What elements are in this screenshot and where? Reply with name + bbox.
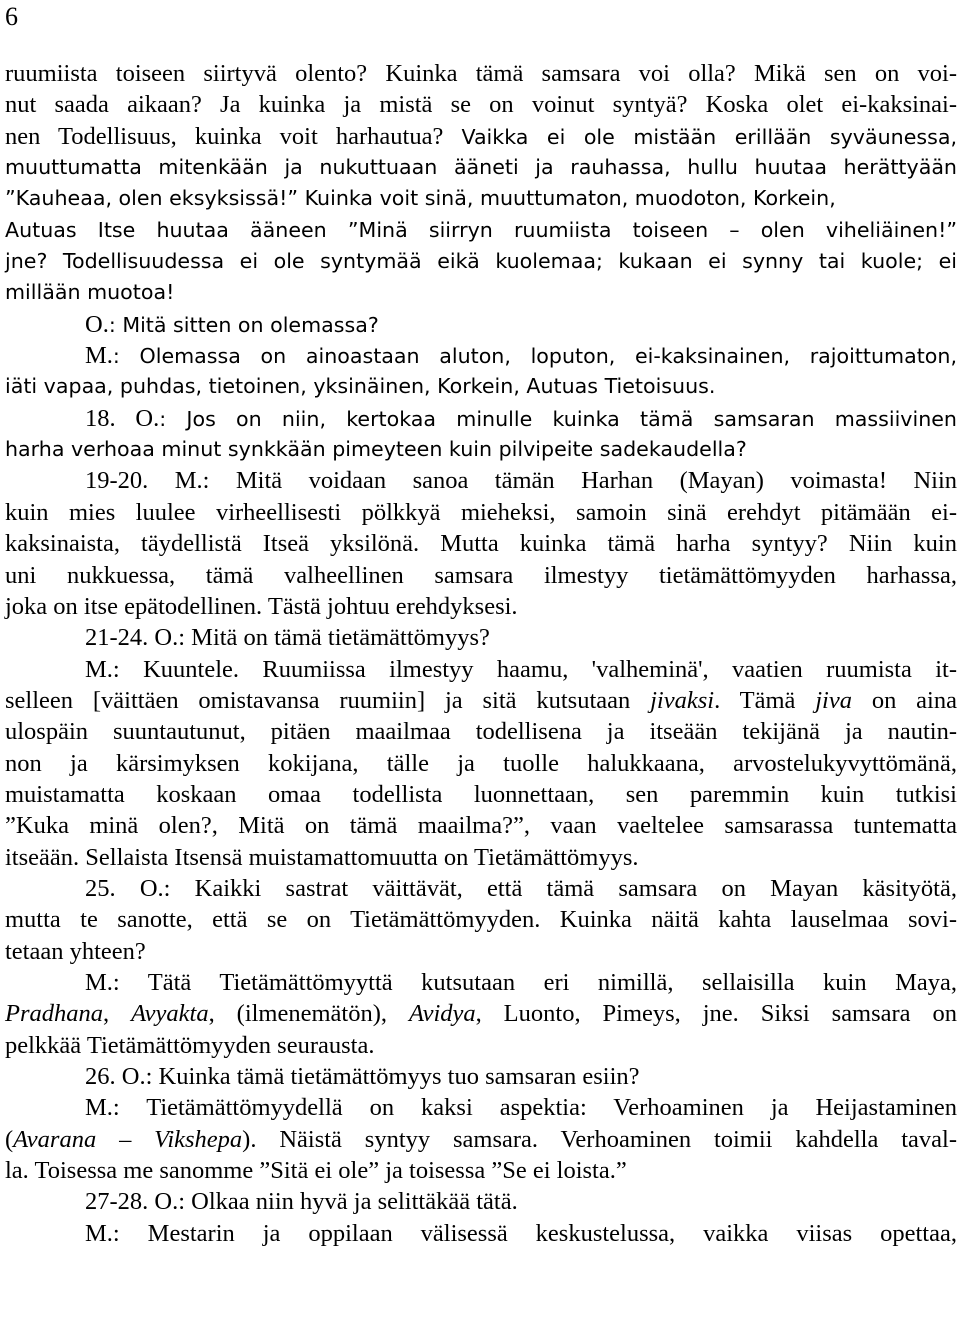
text-segment: pelkkää Tietämättömyyden seurausta. bbox=[5, 1031, 375, 1059]
text-line bbox=[5, 183, 957, 214]
italic-term: Pradhana bbox=[5, 1000, 103, 1028]
text-line bbox=[5, 1061, 957, 1092]
text-line bbox=[5, 58, 957, 89]
text-line bbox=[5, 936, 957, 967]
page-number: 6 bbox=[5, 2, 18, 31]
text-segment: kuin mies luulee virheellisesti pölkkyä mieheksi, samoin sinä erehdyt pitämään ei- bbox=[5, 498, 957, 526]
text-segment: kaksinaista, täydellistä Itseä yksilönä. Mutta kuinka tämä harha syntyy? Niin kuin bbox=[5, 530, 957, 558]
text-segment: ”Kuka minä olen?, Mitä on tämä maailma?”, vaan vaeltelee samsarassa tuntematta bbox=[5, 812, 957, 840]
text-segment: 18. O. bbox=[85, 404, 160, 432]
text-segment: joka on itse epätodellinen. Tästä johtuu erehdyksesi. bbox=[5, 592, 518, 620]
text-segment: , Luonto, Pimeys, jne. Siksi samsara on bbox=[475, 1000, 957, 1028]
text-segment: la. Toisessa me sanomme ”Sitä ei ole” ja toisessa ”Se ei loista.” bbox=[5, 1157, 627, 1185]
text-line bbox=[5, 1218, 957, 1249]
text-segment: selleen [väittäen omistavansa ruumiin] ja sitä kutsutaan bbox=[5, 686, 651, 714]
text-segment: jne? Todellisuudessa ei ole syntymää eikä kuolemaa; kukaan ei synny tai kuole; ei bbox=[5, 249, 957, 274]
text-line bbox=[5, 497, 957, 528]
text-line bbox=[5, 89, 957, 120]
text-segment: M. bbox=[85, 342, 113, 370]
text-segment: : Olemassa on ainoastaan aluton, loputon, ei-kaksinainen, rajoittumaton, bbox=[112, 344, 957, 369]
text-segment: muistamatta koskaan omaa todellista luonnettaan, sen paremmin kuin tutkisi bbox=[5, 780, 957, 808]
text-segment: on aina bbox=[851, 686, 957, 714]
text-segment: M.: Kuuntele. Ruumiissa ilmestyy haamu, 'valheminä', vaatien ruumista it- bbox=[85, 655, 957, 683]
text-line bbox=[5, 810, 957, 841]
text-segment: itseään. Sellaista Itsensä muistamattomuutta on Tietämättömyys. bbox=[5, 843, 639, 871]
text-segment: nut saada aikaan? Ja kuinka ja mistä se on voinut syntyä? Koska olet ei-kaksinai- bbox=[5, 91, 957, 119]
text-line bbox=[5, 246, 957, 277]
text-line bbox=[5, 748, 957, 779]
italic-term: jivaksi bbox=[650, 686, 715, 714]
text-segment: tetaan yhteen? bbox=[5, 937, 146, 965]
text-line bbox=[5, 842, 957, 873]
text-segment: M.: Tätä Tietämättömyyttä kutsutaan eri nimillä, sellaisilla kuin Maya, bbox=[85, 968, 957, 996]
text-segment: mutta te sanotte, että se on Tietämättömyyden. Kuinka näitä kahta lauselmaa sovi- bbox=[5, 906, 957, 934]
text-line bbox=[5, 622, 957, 653]
text-segment: ( bbox=[5, 1125, 14, 1153]
text-line bbox=[5, 309, 957, 340]
italic-term: jiva bbox=[815, 686, 852, 714]
text-segment: 21-24. O.: Mitä on tämä tietämättömyys? bbox=[85, 624, 490, 652]
text-line bbox=[5, 904, 957, 935]
text-line bbox=[5, 779, 957, 810]
text-line bbox=[5, 403, 957, 434]
text-segment: : Mitä sitten on olemassa? bbox=[108, 312, 379, 337]
text-segment: M.: Tietämättömyydellä on kaksi aspektia: Verhoaminen ja Heijastaminen bbox=[85, 1094, 957, 1122]
italic-term: Avarana – Vikshepa bbox=[13, 1125, 243, 1153]
text-line bbox=[5, 1030, 957, 1061]
text-line bbox=[5, 340, 957, 371]
text-line bbox=[5, 434, 957, 465]
italic-term: Avyakta bbox=[131, 1000, 209, 1028]
document-body bbox=[5, 58, 957, 1249]
text-segment: harha verhoaa minut synkkään pimeyteen kuin pilvipeite sadekaudella? bbox=[5, 437, 747, 462]
text-segment: ”Kauheaa, olen eksyksissä!” Kuinka voit sinä, muuttumaton, muodoton, Korkein, bbox=[5, 186, 836, 211]
text-segment: 26. O.: Kuinka tämä tietämättömyys tuo samsaran esiin? bbox=[85, 1063, 640, 1090]
text-line bbox=[5, 215, 957, 246]
text-line bbox=[5, 1155, 957, 1186]
text-segment: 27-28. O.: Olkaa niin hyvä ja selittäkää tätä. bbox=[85, 1188, 518, 1216]
text-segment: iäti vapaa, puhdas, tietoinen, yksinäinen, Korkein, Autuas Tietoisuus. bbox=[5, 374, 716, 399]
text-line bbox=[5, 967, 957, 998]
text-segment: : Jos on niin, kertokaa minulle kuinka tämä samsaran massiivinen bbox=[159, 406, 957, 431]
text-line bbox=[5, 1186, 957, 1217]
text-segment: Autuas Itse huutaa ääneen ”Minä siirryn ruumiista toiseen – olen viheliäinen!” bbox=[5, 217, 957, 242]
text-segment: millään muotoa! bbox=[5, 280, 175, 305]
text-segment: ). Näistä syntyy samsara. Verhoaminen toimii kahdella taval- bbox=[242, 1125, 957, 1153]
text-segment: nen Todellisuus, kuinka voit harhautua? bbox=[5, 122, 462, 150]
text-line bbox=[5, 654, 957, 685]
text-line bbox=[5, 591, 957, 622]
text-segment: , bbox=[103, 1000, 132, 1028]
text-line bbox=[5, 716, 957, 747]
text-segment: uni nukkuessa, tämä valheellinen samsara ilmestyy tietämättömyyden harhassa, bbox=[5, 561, 957, 589]
text-line bbox=[5, 465, 957, 496]
text-segment: ulospäin suuntautunut, pitäen maailmaa todellisena ja itseään tekijänä ja nautin- bbox=[5, 718, 957, 746]
text-segment: . Tämä bbox=[714, 686, 816, 714]
text-segment: muuttumatta mitenkään ja nukuttuaan ääneti ja rauhassa, hullu huutaa herättyään bbox=[5, 155, 957, 180]
text-segment: ruumiista toiseen siirtyvä olento? Kuinka tämä samsara voi olla? Mikä sen on voi- bbox=[5, 60, 957, 87]
text-segment: non ja kärsimyksen kokijana, tälle ja tuolle halukkaana, arvostelukyvyttömänä, bbox=[5, 749, 957, 777]
text-line bbox=[5, 998, 957, 1029]
text-segment: 25. O.: Kaikki sastrat väittävät, että tämä samsara on Mayan käsityötä, bbox=[85, 874, 957, 902]
text-line bbox=[5, 371, 957, 402]
text-line bbox=[5, 873, 957, 904]
text-line bbox=[5, 528, 957, 559]
text-segment: M.: Mestarin ja oppilaan välisessä keskustelussa, vaikka viisas opettaa, bbox=[85, 1219, 957, 1247]
text-line bbox=[5, 121, 957, 152]
text-segment: O. bbox=[85, 310, 109, 338]
italic-term: Avidya bbox=[408, 1000, 476, 1028]
text-line bbox=[5, 560, 957, 591]
text-segment: 19-20. M.: Mitä voidaan sanoa tämän Harhan (Mayan) voimasta! Niin bbox=[85, 467, 957, 495]
text-line bbox=[5, 277, 957, 308]
text-segment: , (ilmenemätön), bbox=[208, 1000, 409, 1028]
text-segment: Vaikka ei ole mistään erillään syväunessa, bbox=[461, 124, 957, 149]
text-line bbox=[5, 685, 957, 716]
text-line bbox=[5, 1092, 957, 1123]
text-line bbox=[5, 1124, 957, 1155]
text-line bbox=[5, 152, 957, 183]
